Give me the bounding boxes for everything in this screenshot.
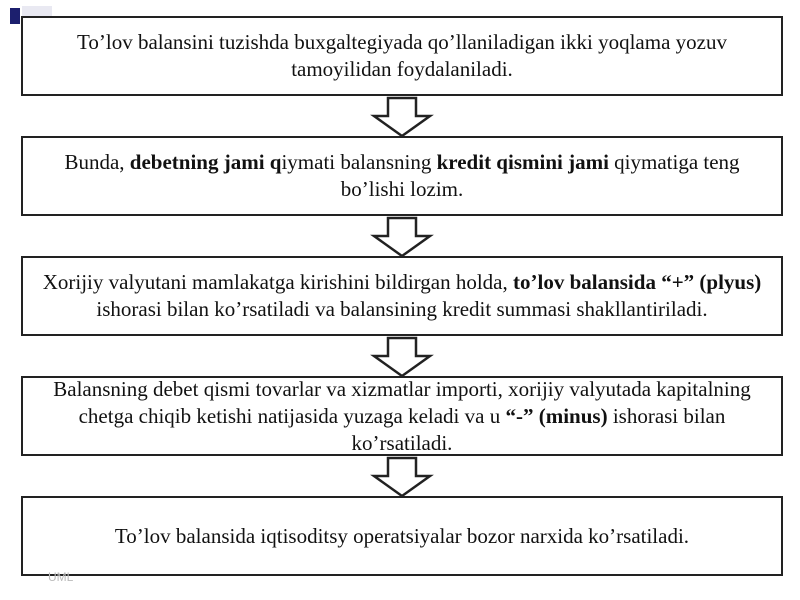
step-text-run: qiymatiga teng bo’lishi lozim. <box>340 150 740 201</box>
corner-decoration <box>10 8 20 24</box>
step-text-run: Xorijiy valyutani mamlakatga kirishini bildirgan holda, <box>42 270 513 294</box>
step-text-run: ishorasi bilan ko’rsatiladi. <box>351 403 726 455</box>
step-text-5 <box>115 523 689 550</box>
down-arrow-icon <box>370 96 434 138</box>
step-text-run: To’lov balansida iqtisoditsy operatsiyalar bozor narxida ko’rsatiladi. <box>114 523 690 548</box>
step-box-2 <box>21 136 783 216</box>
down-arrow-icon <box>370 336 434 378</box>
step-text-run: To’lov balansini tuzishda buxgaltegiyada qo’llaniladigan ikki yoqlama yozuv tamoyilidan foydalaniladi. <box>77 30 727 81</box>
step-text-3 <box>37 269 767 323</box>
footer-mark: UML <box>48 570 74 584</box>
step-box-4 <box>21 376 783 456</box>
step-box-5 <box>21 496 783 576</box>
step-box-1 <box>21 16 783 96</box>
step-text-bold: “-” (minus) <box>505 403 608 428</box>
step-text-run: ishorasi bilan ko’rsatiladi va balansining kredit summasi shakllantiriladi. <box>96 297 708 321</box>
step-text-run: Bunda, <box>64 150 130 174</box>
step-text-1 <box>37 29 767 83</box>
step-text-2 <box>37 149 767 203</box>
step-text-bold: to’lov balansida “+” (plyus) <box>513 270 762 294</box>
step-text-run: Balansning debet qismi tovarlar va xizmatlar importi, xorijiy valyutada kapitalning chetga chiqib ketishi natijasida yuzaga keladi va u <box>53 376 751 428</box>
step-text-run: iymati balansning <box>281 150 437 174</box>
step-text-4 <box>37 376 767 457</box>
step-box-3 <box>21 256 783 336</box>
step-text-bold: kredit qismini jami <box>436 150 609 174</box>
down-arrow-icon <box>370 456 434 498</box>
down-arrow-icon <box>370 216 434 258</box>
step-text-bold: debetning jami q <box>129 150 282 174</box>
